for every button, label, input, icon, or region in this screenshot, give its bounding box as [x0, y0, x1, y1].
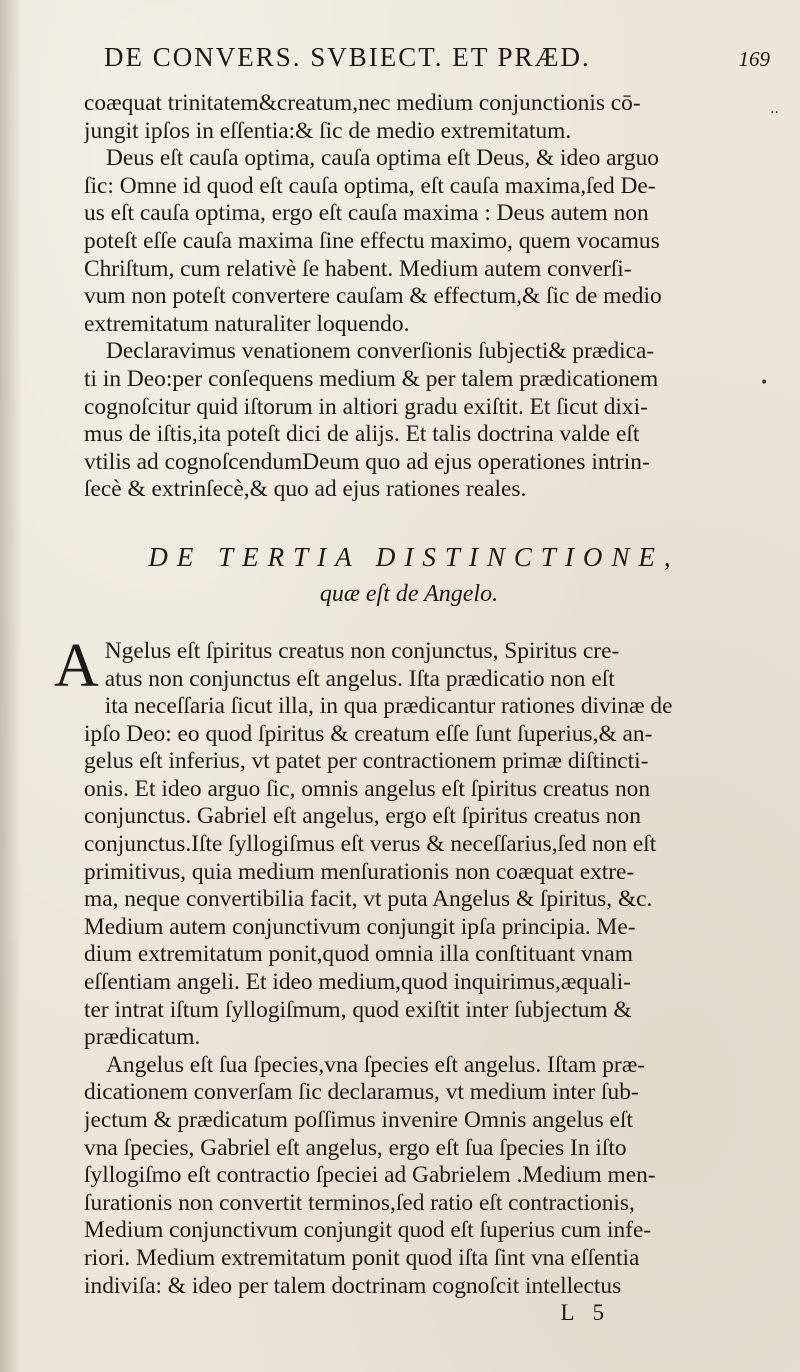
- text-line: prædicatum.: [84, 1024, 201, 1051]
- text-line: extremitatum naturaliter loquendo.: [84, 310, 410, 337]
- text-line: us eſt cauſa optima, ergo eſt cauſa maxima : Deus autem non: [84, 200, 649, 227]
- text-line: ter intrat iſtum ſyllogiſmum, quod exiſtit inter ſubjectum &: [84, 996, 632, 1023]
- text-line: conjunctus. Gabriel eſt angelus, ergo eſt ſpiritus creatus non: [84, 803, 641, 830]
- running-head: [84, 42, 774, 86]
- signature-number: 5: [592, 1300, 604, 1326]
- text-line: Deus eſt cauſa optima, cauſa optima eſt Deus, & ideo arguo: [106, 145, 659, 172]
- text-line: cognoſcitur quid iſtorum in altiori gradu exiſtit. Et ſicut dixi-: [84, 393, 648, 420]
- margin-speck: •: [760, 375, 769, 391]
- text-line: ita neceſſaria ſicut illa, in qua prædicantur rationes divinæ de: [104, 693, 673, 720]
- paragraph-1: [84, 90, 774, 145]
- text-line: dicationem converſam ſic declaramus, vt medium inter ſub-: [84, 1079, 639, 1106]
- text-line: onis. Et ideo arguo ſic, omnis angelus eſt ſpiritus creatus non: [84, 775, 651, 802]
- text-line: ma, neque convertibilia facit, vt puta Angelus & ſpiritus, &c.: [84, 886, 653, 913]
- section-title: DE TERTIA DISTINCTIONE,: [148, 541, 680, 572]
- text-line: riori. Medium extremitatum ponit quod iſta ſint vna eſſentia: [84, 1244, 640, 1271]
- text-line: primitivus, quia medium menſurationis non coæquat extre-: [84, 858, 635, 885]
- text-line: conjunctus.Iſte ſyllogiſmus eſt verus & neceſſarius,ſed non eſt: [84, 831, 657, 858]
- text-line: poteſt eſſe cauſa maxima ſine effectu maximo, quem vocamus: [84, 227, 660, 254]
- text-line: Medium autem conjunctivum conjungit ipſa principia. Me-: [84, 913, 636, 940]
- text-line: indiviſa: & ideo per talem doctrinam cognoſcit intellectus: [84, 1272, 622, 1299]
- margin-speck: ··: [770, 105, 779, 121]
- text-line: ſecè & extrinſecè,& quo ad ejus rationes reales.: [84, 476, 527, 503]
- text-line: Ngelus eſt ſpiritus creatus non conjunctus, Spiritus cre-: [104, 637, 620, 664]
- signature-mark: L: [560, 1300, 575, 1326]
- drop-cap: A: [54, 631, 99, 700]
- gutter-shadow: [0, 0, 22, 1372]
- text-line: vum non poteſt convertere cauſam & effectum,& ſic de medio: [84, 283, 662, 310]
- text-line: Chriſtum, cum relativè ſe habent. Medium autem converſi-: [84, 255, 632, 282]
- section-subtitle: quæ eſt de Angelo.: [319, 580, 499, 607]
- paragraph-3: [84, 338, 774, 504]
- paragraph-species: [84, 1052, 774, 1300]
- text-line: coæquat trinitatem&creatum,nec medium conjunctionis cō-: [84, 90, 641, 116]
- text-line: ſyllogiſmo eſt contractio ſpeciei ad Gabrielem .Medium men-: [84, 1162, 656, 1189]
- text-line: atus non conjunctus eſt angelus. Iſta prædicatio non eſt: [104, 665, 615, 692]
- paragraph-2: [84, 145, 774, 338]
- text-line: ſic: Omne id quod eſt cauſa optima, eſt cauſa maxima,ſed De-: [84, 172, 656, 199]
- page-number: 169: [738, 47, 770, 71]
- text-line: ipſo Deo: eo quod ſpiritus & creatum eſſe ſunt ſuperius,& an-: [84, 720, 653, 747]
- text-line: gelus eſt inferius, vt patet per contractionem primæ diſtincti-: [84, 748, 649, 775]
- text-line: dium extremitatum ponit,quod omnia illa conſtituant vnam: [84, 941, 633, 968]
- text-line: vtilis ad cognoſcendumDeum quo ad ejus operationes intrin-: [84, 448, 650, 475]
- running-title: DE CONVERS. SVBIECT. ET PRÆD.: [104, 42, 591, 72]
- text-line: Angelus eſt ſua ſpecies,vna ſpecies eſt angelus. Iſtam præ-: [106, 1051, 646, 1078]
- text-line: jungit ipſos in eſſentia:& ſic de medio extremitatum.: [84, 117, 572, 144]
- text-line: jectum & prædicatum poſſimus invenire Omnis angelus eſt: [84, 1107, 633, 1133]
- text-line: ſurationis non convertit terminos,ſed ratio eſt contractionis,: [84, 1189, 635, 1216]
- text-line: eſſentiam angeli. Et ideo medium,quod inquirimus,æquali-: [84, 969, 631, 996]
- text-line: Declaravimus venationem converſionis ſubjecti& prædica-: [106, 338, 655, 365]
- text-line: Medium conjunctivum conjungit quod eſt ſuperius cum infe-: [84, 1217, 652, 1244]
- catchword: [84, 1300, 774, 1326]
- text-line: ti in Deo:per conſequens medium & per talem prædicationem: [84, 365, 659, 392]
- text-line: mus de iſtis,ita poteſt dici de alijs. Et talis doctrina valde eſt: [84, 421, 640, 448]
- text-line: vna ſpecies, Gabriel eſt angelus, ergo eſt ſua ſpecies In iſto: [84, 1134, 627, 1161]
- paragraph-angel: [54, 631, 774, 1052]
- page-content: [54, 42, 774, 1326]
